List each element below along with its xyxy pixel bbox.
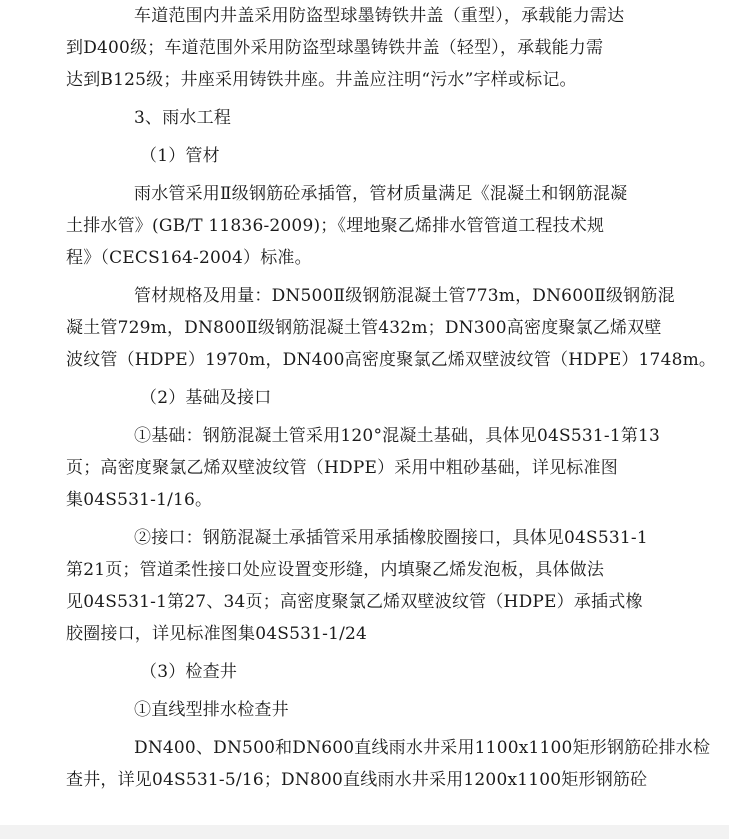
text-line: 程》（CECS164-2004）标准。 bbox=[66, 248, 312, 268]
text-line: 集04S531-1/16。 bbox=[66, 490, 213, 510]
text-line: DN400、DN500和DN600直线雨水井采用1100x1100矩形钢筋砼排水检 bbox=[134, 738, 711, 758]
text-line: 查井，详见04S531-5/16；DN800直线雨水井采用1200x1100矩形钢筋砼 bbox=[66, 770, 648, 790]
text-line: 波纹管（HDPE）1970m，DN400高密度聚氯乙烯双壁波纹管（HDPE）1748m。 bbox=[66, 350, 717, 370]
text-line: 第21页；管道柔性接口处应设置变形缝，内填聚乙烯发泡板，具体做法 bbox=[66, 560, 605, 580]
subheading-inspection-well: （3）检查井 bbox=[140, 662, 238, 682]
paragraph-pipe-quantity bbox=[66, 280, 717, 376]
paragraph-joint bbox=[66, 522, 689, 650]
text-line: 雨水管采用Ⅱ级钢筋砼承插管，管材质量满足《混凝土和钢筋混凝 bbox=[134, 184, 628, 204]
paragraph-straight-well bbox=[66, 732, 711, 796]
subheading-straight-well: ①直线型排水检查井 bbox=[134, 700, 289, 720]
section-heading-rainwater: 3、雨水工程 bbox=[134, 108, 232, 128]
text-line: 管材规格及用量：DN500Ⅱ级钢筋混凝土管773m，DN600Ⅱ级钢筋混 bbox=[134, 286, 675, 306]
text-line: 到D400级；车道范围外采用防盗型球墨铸铁井盖（轻型），承载能力需 bbox=[66, 38, 604, 58]
page-bottom-edge bbox=[0, 825, 729, 839]
paragraph-pipe-standard bbox=[66, 178, 689, 274]
text-line: 土排水管》(GB/T 11836-2009)；《埋地聚乙烯排水管管道工程技术规 bbox=[66, 216, 605, 236]
paragraph-foundation bbox=[66, 420, 689, 516]
paragraph-manhole-cover bbox=[66, 0, 689, 96]
subheading-pipe-material: （1）管材 bbox=[140, 146, 220, 166]
text-line: 胶圈接口，详见标准图集04S531-1/24 bbox=[66, 624, 368, 644]
text-line: 车道范围内井盖采用防盗型球墨铸铁井盖（重型），承载能力需达 bbox=[134, 6, 625, 26]
text-line: ②接口：钢筋混凝土承插管采用承插橡胶圈接口，具体见04S531-1 bbox=[134, 528, 648, 548]
text-line: 见04S531-1第27、34页；高密度聚氯乙烯双壁波纹管（HDPE）承插式橡 bbox=[66, 592, 643, 612]
text-line: ①基础：钢筋混凝土管采用120°混凝土基础，具体见04S531-1第13 bbox=[134, 426, 661, 446]
subheading-foundation-joint: （2）基础及接口 bbox=[140, 388, 272, 408]
text-line: 凝土管729m，DN800Ⅱ级钢筋混凝土管432m；DN300高密度聚氯乙烯双壁 bbox=[66, 318, 662, 338]
text-line: 页；高密度聚氯乙烯双壁波纹管（HDPE）采用中粗砂基础，详见标准图 bbox=[66, 458, 618, 478]
text-line: 达到B125级；井座采用铸铁井座。井盖应注明“污水”字样或标记。 bbox=[66, 70, 577, 90]
